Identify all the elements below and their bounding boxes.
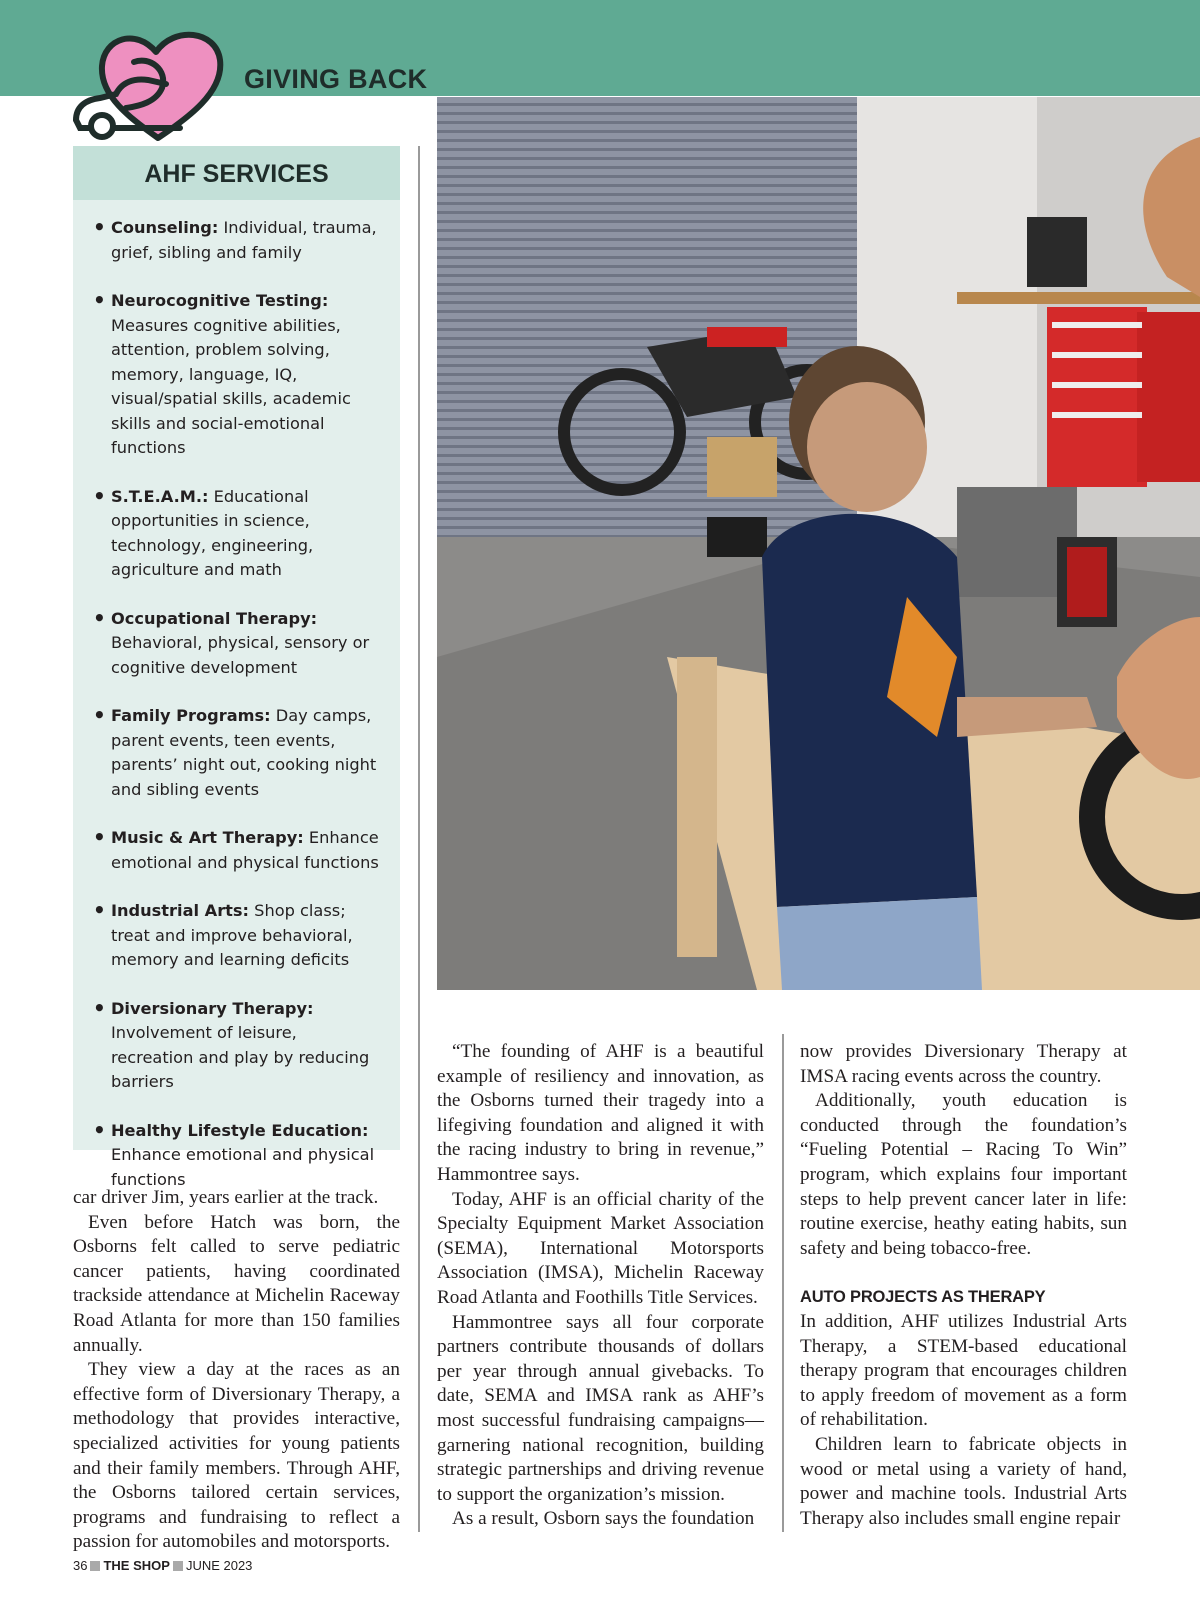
service-item: • Counseling: Individual, trauma, grief, sibling and family — [93, 216, 382, 265]
paragraph: “The founding of AHF is a beautiful example of resiliency and innovation, as the Osborns turned their tragedy into a lifegiving foundation and aligned it with the racing industry to bring in revenue,” Hammontree says. — [437, 1041, 764, 1185]
paragraph: In addition, AHF utilizes Industrial Arts Therapy, a STEM-based educational therapy program that encourages children to apply freedom of movement as a form of rehabilitation. — [800, 1310, 1127, 1431]
page-footer — [73, 1558, 252, 1573]
services-sidebar — [73, 146, 400, 1189]
paragraph: Additionally, youth education is conducted through the foundation’s “Fueling Potential – Racing To Win” program, which explains four important steps to help prevent cancer later in life: routine exercise, heathy eating habits, sun safety and being tobacco-free. — [800, 1090, 1127, 1259]
service-item: • S.T.E.A.M.: Educational opportunities in science, technology, engineering, agriculture and math — [93, 485, 382, 583]
service-item: • Family Programs: Day camps, parent events, teen events, parents’ night out, cooking night and sibling events — [93, 704, 382, 802]
article-column-3 — [800, 1040, 1127, 1531]
column-rule — [782, 1034, 784, 1532]
services-list — [73, 200, 400, 1192]
issue-date: JUNE 2023 — [185, 1558, 253, 1573]
service-item: • Occupational Therapy: Behavioral, physical, sensory or cognitive development — [93, 607, 382, 681]
paragraph: car driver Jim, years earlier at the track. — [73, 1187, 379, 1208]
article-column-2 — [437, 1040, 764, 1532]
page-number: 36 — [73, 1558, 88, 1573]
column-rule — [418, 146, 420, 1532]
subheading: AUTO PROJECTS AS THERAPY — [800, 1288, 1046, 1307]
workshop-photo — [437, 97, 1200, 990]
heart-car-icon — [70, 22, 240, 146]
paragraph: They view a day at the races as an effective form of Diversionary Therapy, a methodology that provides interactive, specialized activities for young patients and their family members. Through AHF, the Osborns tailored certain services, programs and fundraising to reflect a passion for automobiles and motorsports. — [73, 1359, 400, 1553]
service-item: • Neurocognitive Testing: Measures cognitive abilities, attention, problem solving, memory, language, IQ, visual/spatial skills, academic skills and social-emotional functions — [93, 289, 382, 461]
separator-square — [90, 1561, 100, 1571]
service-item: • Music & Art Therapy: Enhance emotional and physical functions — [93, 826, 382, 875]
paragraph: Today, AHF is an official charity of the Specialty Equipment Market Association (SEMA), International Motorsports Association (IMSA), Michelin Raceway Road Atlanta and Foothills Title Services. — [437, 1188, 764, 1308]
paragraph: now provides Diversionary Therapy at IMSA racing events across the country. — [800, 1041, 1127, 1087]
sidebar-title: AHF SERVICES — [73, 146, 400, 200]
service-item: • Healthy Lifestyle Education: Enhance emotional and physical functions — [93, 1119, 382, 1193]
magazine-name: THE SHOP — [103, 1558, 170, 1573]
paragraph: Even before Hatch was born, the Osborns felt called to serve pediatric cancer patients, having coordinated trackside attendance at Michelin Raceway Road Atlanta for more than 150 families annually. — [73, 1211, 400, 1356]
service-item: • Industrial Arts: Shop class; treat and improve behavioral, memory and learning deficits — [93, 899, 382, 973]
paragraph: Hammontree says all four corporate partners contribute thousands of dollars per year through annual givebacks. To date, SEMA and IMSA rank as AHF’s most successful fundraising campaigns—garnering national recognition, building strategic partnerships and driving revenue to support the organization’s mission. — [437, 1311, 764, 1505]
section-label: GIVING BACK — [244, 64, 428, 94]
paragraph: As a result, Osborn says the foundation — [452, 1508, 755, 1530]
separator-square — [173, 1561, 183, 1571]
article-column-1 — [73, 1186, 400, 1555]
service-item: • Diversionary Therapy: Involvement of leisure, recreation and play by reducing barriers — [93, 997, 382, 1095]
paragraph: Children learn to fabricate objects in wood or metal using a variety of hand, power and machine tools. Industrial Arts Therapy also includes small engine repair — [800, 1433, 1127, 1529]
